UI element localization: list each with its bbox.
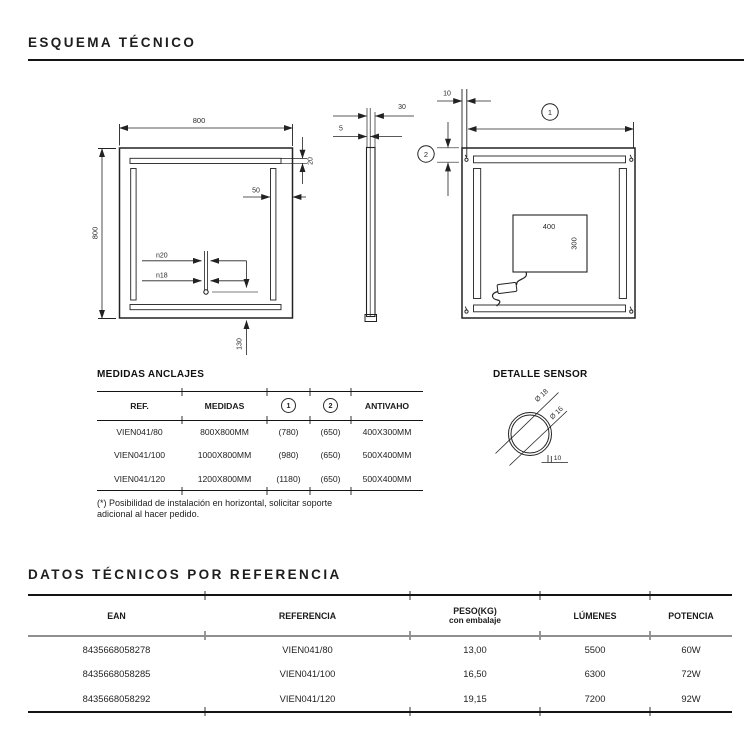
col-header-antivaho: ANTIVAHO [364, 400, 410, 411]
ref2-balloon-label: 2 [423, 149, 429, 159]
cell-dim1: (1180) [276, 473, 301, 484]
cell-dim2: (650) [320, 427, 341, 438]
cell-medidas: 800X800MM [200, 427, 249, 438]
sensor-inner-diameter-label: Ø 16 [549, 405, 565, 422]
table-row [28, 686, 732, 711]
circled-1-icon: 1 [281, 398, 296, 413]
col-header-lumenes: LÚMENES [573, 610, 617, 621]
cell-dim2: (650) [320, 450, 341, 461]
col-header-medidas: MEDIDAS [204, 400, 245, 411]
table-row [28, 637, 732, 662]
dim-front-hole-large: n20 [156, 252, 168, 260]
cell-ean: 8435668058278 [82, 643, 151, 655]
table-row [97, 467, 423, 490]
anclajes-table-title: MEDIDAS ANCLAJES [97, 369, 205, 380]
dim-front-bottom-offset: 130 [236, 338, 244, 350]
anchor-icon [465, 155, 633, 313]
cell-ref: VIEN041/120 [113, 473, 166, 484]
side-view-drawing [333, 108, 414, 322]
datasheet-section-title: DATOS TÉCNICOS POR REFERENCIA [28, 567, 342, 582]
sensor-outer-diameter-label: Ø 18 [534, 388, 550, 404]
cell-antivaho: 500X400MM [362, 473, 412, 484]
front-view-drawing [98, 124, 307, 355]
cell-potencia: 60W [681, 643, 701, 655]
col-header-ref1-balloon [267, 398, 310, 413]
anclajes-table [97, 391, 423, 491]
cell-potencia: 92W [681, 692, 701, 704]
dim-rear-pad-height: 300 [569, 237, 579, 250]
cell-lumenes: 7200 [584, 692, 606, 704]
cell-lumenes: 5500 [584, 643, 606, 655]
cell-dim1: (980) [278, 450, 299, 461]
cell-peso: 13,00 [463, 643, 487, 655]
circled-2-icon: 2 [323, 398, 338, 413]
sensor-depth-label: 10 [553, 454, 562, 462]
dim-front-hole-small: n18 [156, 272, 168, 280]
rear-view-drawing [418, 89, 635, 318]
col-header-ref: REF. [130, 400, 149, 411]
table-row [97, 444, 423, 467]
installation-note: (*) Posibilidad de instalación en horizontal, solicitar soporte adicional al hacer pedido. [97, 498, 333, 520]
cell-ean: 8435668058292 [82, 692, 151, 704]
schematic-section-title: ESQUEMA TÉCNICO [28, 35, 197, 50]
cell-peso: 16,50 [463, 668, 487, 680]
anclajes-table-header [97, 392, 423, 421]
ref1-balloon-label: 1 [547, 107, 553, 117]
sensor-detail-title: DETALLE SENSOR [493, 369, 588, 380]
peso-header-line2: con embalaje [449, 616, 501, 625]
cell-medidas: 1200X800MM [197, 473, 252, 484]
dim-front-height: 800 [90, 226, 100, 240]
schematic-title-rule [28, 59, 744, 61]
cell-referencia: VIEN041/100 [279, 668, 336, 680]
dim-front-side-strip: 50 [252, 187, 260, 195]
datos-table-header [28, 596, 732, 637]
dim-side-depth: 30 [398, 104, 406, 111]
dim-front-width: 800 [192, 116, 206, 125]
cell-antivaho: 400X300MM [362, 427, 412, 438]
dim-rear-pad-width: 400 [542, 222, 556, 231]
cell-potencia: 72W [681, 668, 701, 680]
table-row [97, 421, 423, 444]
cell-referencia: VIEN041/80 [282, 643, 333, 655]
cell-antivaho: 500X400MM [362, 450, 412, 461]
cell-lumenes: 6300 [584, 668, 606, 680]
table-row [28, 662, 732, 687]
cell-dim1: (780) [278, 427, 299, 438]
cell-medidas: 1000X800MM [197, 450, 252, 461]
dim-rear-edge-offset: 10 [443, 90, 451, 98]
col-header-peso [410, 606, 540, 625]
col-header-ean: EAN [107, 610, 126, 621]
dim-side-glass: 5 [339, 125, 343, 133]
col-header-potencia: POTENCIA [668, 610, 714, 621]
peso-header-line1: PESO(KG) [453, 606, 497, 616]
dim-front-top-strip: 20 [307, 157, 315, 165]
col-header-referencia: REFERENCIA [278, 610, 337, 621]
datos-table [28, 594, 732, 713]
cell-ean: 8435668058285 [82, 668, 151, 680]
cell-dim2: (650) [320, 473, 341, 484]
cell-referencia: VIEN041/120 [279, 692, 336, 704]
cell-peso: 19,15 [463, 692, 487, 704]
cell-ref: VIEN041/80 [116, 427, 163, 438]
cell-ref: VIEN041/100 [113, 450, 166, 461]
col-header-ref2-balloon [310, 398, 351, 413]
